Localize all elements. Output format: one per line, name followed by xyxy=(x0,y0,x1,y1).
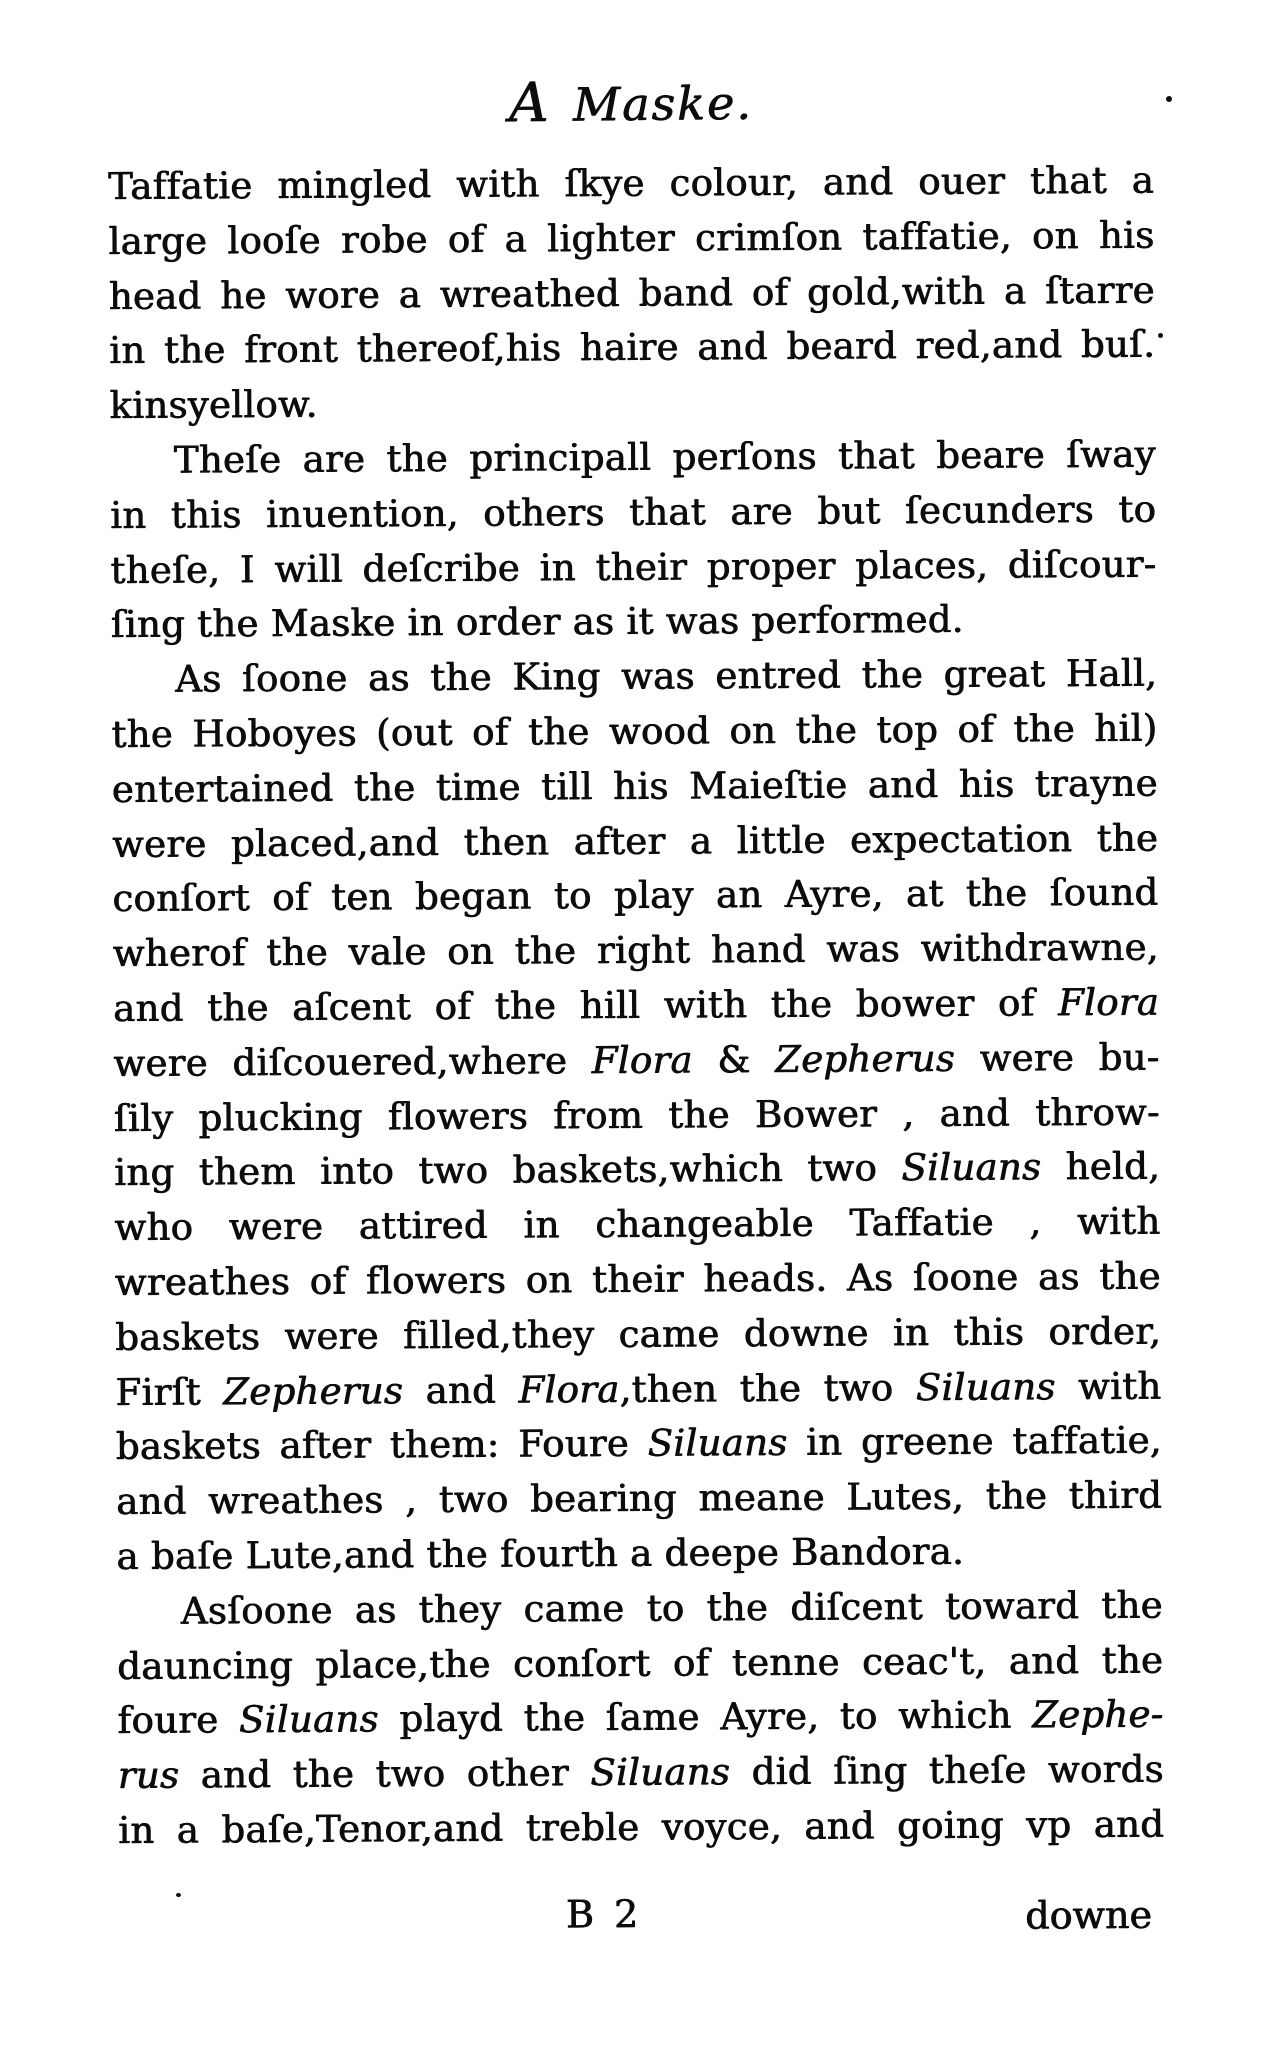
text-line xyxy=(108,154,1154,215)
text-line xyxy=(109,373,1155,434)
text-line xyxy=(115,1359,1161,1420)
text-line xyxy=(118,1743,1164,1804)
text-line xyxy=(110,537,1156,598)
text-line xyxy=(114,1085,1160,1146)
text-segment: head he wore a wreathed band of gold,with a ſtarre xyxy=(108,268,1155,318)
text-segment: ,then the two xyxy=(619,1365,916,1411)
text-line xyxy=(112,756,1158,817)
text-line xyxy=(109,318,1155,379)
text-segment: the Hoboyes (out of the wood on the top of the hil) xyxy=(111,706,1158,756)
text-segment: in greene taffatie, xyxy=(787,1418,1162,1465)
text-segment: ſing the Maske in order as it was performed. xyxy=(110,598,964,647)
paragraph xyxy=(117,1578,1165,1858)
text-line xyxy=(113,976,1159,1037)
text-segment: were bu- xyxy=(954,1035,1160,1080)
running-title: A Maske. xyxy=(508,70,754,135)
text-segment: entertained the time till his Maieſtie and his trayne xyxy=(111,761,1158,811)
text-line xyxy=(112,811,1158,872)
text-segment: Taffatie mingled with ſkye colour, and ouer that a xyxy=(108,158,1155,208)
text-segment: foure xyxy=(117,1698,240,1743)
text-segment: in a baſe,Tenor,and treble voyce, and going vp and xyxy=(118,1802,1165,1852)
signature-mark: B 2 xyxy=(565,1891,643,1937)
text-segment: were placed,and then after a little expectation the xyxy=(112,816,1159,866)
italic-text-segment: Siluans xyxy=(238,1697,379,1742)
text-segment: kinsyellow. xyxy=(109,382,318,428)
text-line xyxy=(113,1030,1159,1091)
italic-text-segment: Siluans xyxy=(901,1145,1042,1190)
text-line xyxy=(111,702,1157,763)
text-line xyxy=(111,592,1157,653)
body-text-block xyxy=(108,154,1164,1859)
text-line xyxy=(114,1140,1160,1201)
text-line xyxy=(116,1414,1162,1475)
text-segment: ſily plucking flowers from the Bower , and throw- xyxy=(113,1090,1160,1140)
text-segment: did ſing theſe words xyxy=(730,1747,1164,1794)
text-segment: large looſe robe of a lighter crimſon taffatie, on his xyxy=(108,213,1155,263)
italic-text-segment: Zephe- xyxy=(1032,1692,1164,1737)
text-line xyxy=(109,263,1155,324)
italic-text-segment: Siluans xyxy=(590,1750,731,1795)
text-segment: ing them into two baskets,which two xyxy=(114,1146,902,1195)
ink-speck xyxy=(176,1893,181,1897)
text-segment: a baſe Lute,and the fourth a deepe Bandora. xyxy=(116,1529,965,1578)
text-segment: As ſoone as the King was entred the great Hall, xyxy=(175,651,1158,701)
text-segment: in this inuention, others that are but ſecunders to xyxy=(110,487,1157,537)
footer-row xyxy=(108,1889,1154,1955)
paragraph xyxy=(111,647,1163,1585)
text-segment: baskets were filled,they came downe in this order, xyxy=(115,1309,1162,1359)
text-segment: wreathes of flowers on their heads. As ſoone as the xyxy=(114,1254,1161,1304)
text-line xyxy=(112,866,1158,927)
text-segment: were diſcouered,where xyxy=(113,1038,592,1085)
text-segment: Firſt xyxy=(115,1369,224,1414)
text-line xyxy=(115,1250,1161,1311)
text-line xyxy=(110,482,1156,543)
text-line xyxy=(113,921,1159,982)
italic-text-segment: Zepherus xyxy=(223,1368,404,1413)
text-line xyxy=(108,208,1154,269)
text-segment: held, xyxy=(1041,1144,1161,1189)
paragraph xyxy=(108,154,1156,434)
text-segment: Theſe are the principall perſons that beare ſway xyxy=(173,432,1156,482)
text-segment: Asſoone as they came to the diſcent toward the xyxy=(180,1583,1163,1633)
text-segment: with xyxy=(1055,1364,1162,1408)
text-segment: baskets after them: Foure xyxy=(115,1422,648,1469)
text-segment: dauncing place,the conſort of tenne ceac't, and the xyxy=(117,1638,1164,1688)
text-segment: conſort of ten began to play an Ayre, at the ſound xyxy=(112,870,1159,921)
italic-text-segment: Siluans xyxy=(647,1421,788,1466)
text-segment: and xyxy=(403,1368,519,1412)
text-line xyxy=(117,1578,1163,1639)
paragraph xyxy=(110,428,1157,654)
ink-speck xyxy=(1166,96,1172,102)
text-segment: wherof the vale on the right hand was withdrawne, xyxy=(112,925,1159,976)
text-line xyxy=(111,647,1157,708)
text-line xyxy=(118,1797,1164,1858)
italic-text-segment: Zepherus xyxy=(775,1036,956,1081)
catchword: downe xyxy=(1025,1892,1153,1938)
italic-text-segment: Flora xyxy=(1058,980,1160,1025)
text-segment: playd the ſame Ayre, to which xyxy=(378,1693,1033,1741)
text-line xyxy=(110,428,1156,489)
italic-text-segment: rus xyxy=(117,1753,180,1798)
ink-speck xyxy=(1158,333,1163,338)
italic-text-segment: Siluans xyxy=(915,1364,1056,1409)
text-segment: and wreathes , two bearing meane Lutes, the third xyxy=(116,1473,1163,1524)
text-line xyxy=(116,1469,1162,1530)
text-segment: in the front thereof,his haire and beard red,and buſ. xyxy=(109,322,1156,373)
italic-text-segment: Flora xyxy=(591,1038,693,1082)
text-line xyxy=(116,1524,1162,1585)
text-line xyxy=(115,1304,1161,1365)
text-segment: & xyxy=(692,1037,776,1082)
text-segment: and the aſcent of the hill with the bower of xyxy=(113,981,1059,1030)
text-segment: theſe, I will deſcribe in their proper places, diſcour- xyxy=(110,542,1157,592)
text-line xyxy=(117,1688,1163,1749)
text-segment: and the two other xyxy=(179,1751,591,1797)
text-line xyxy=(117,1633,1163,1694)
italic-text-segment: Flora xyxy=(518,1367,620,1412)
text-segment: who were attired in changeable Taffatie , with xyxy=(114,1199,1161,1250)
text-line xyxy=(114,1195,1160,1256)
